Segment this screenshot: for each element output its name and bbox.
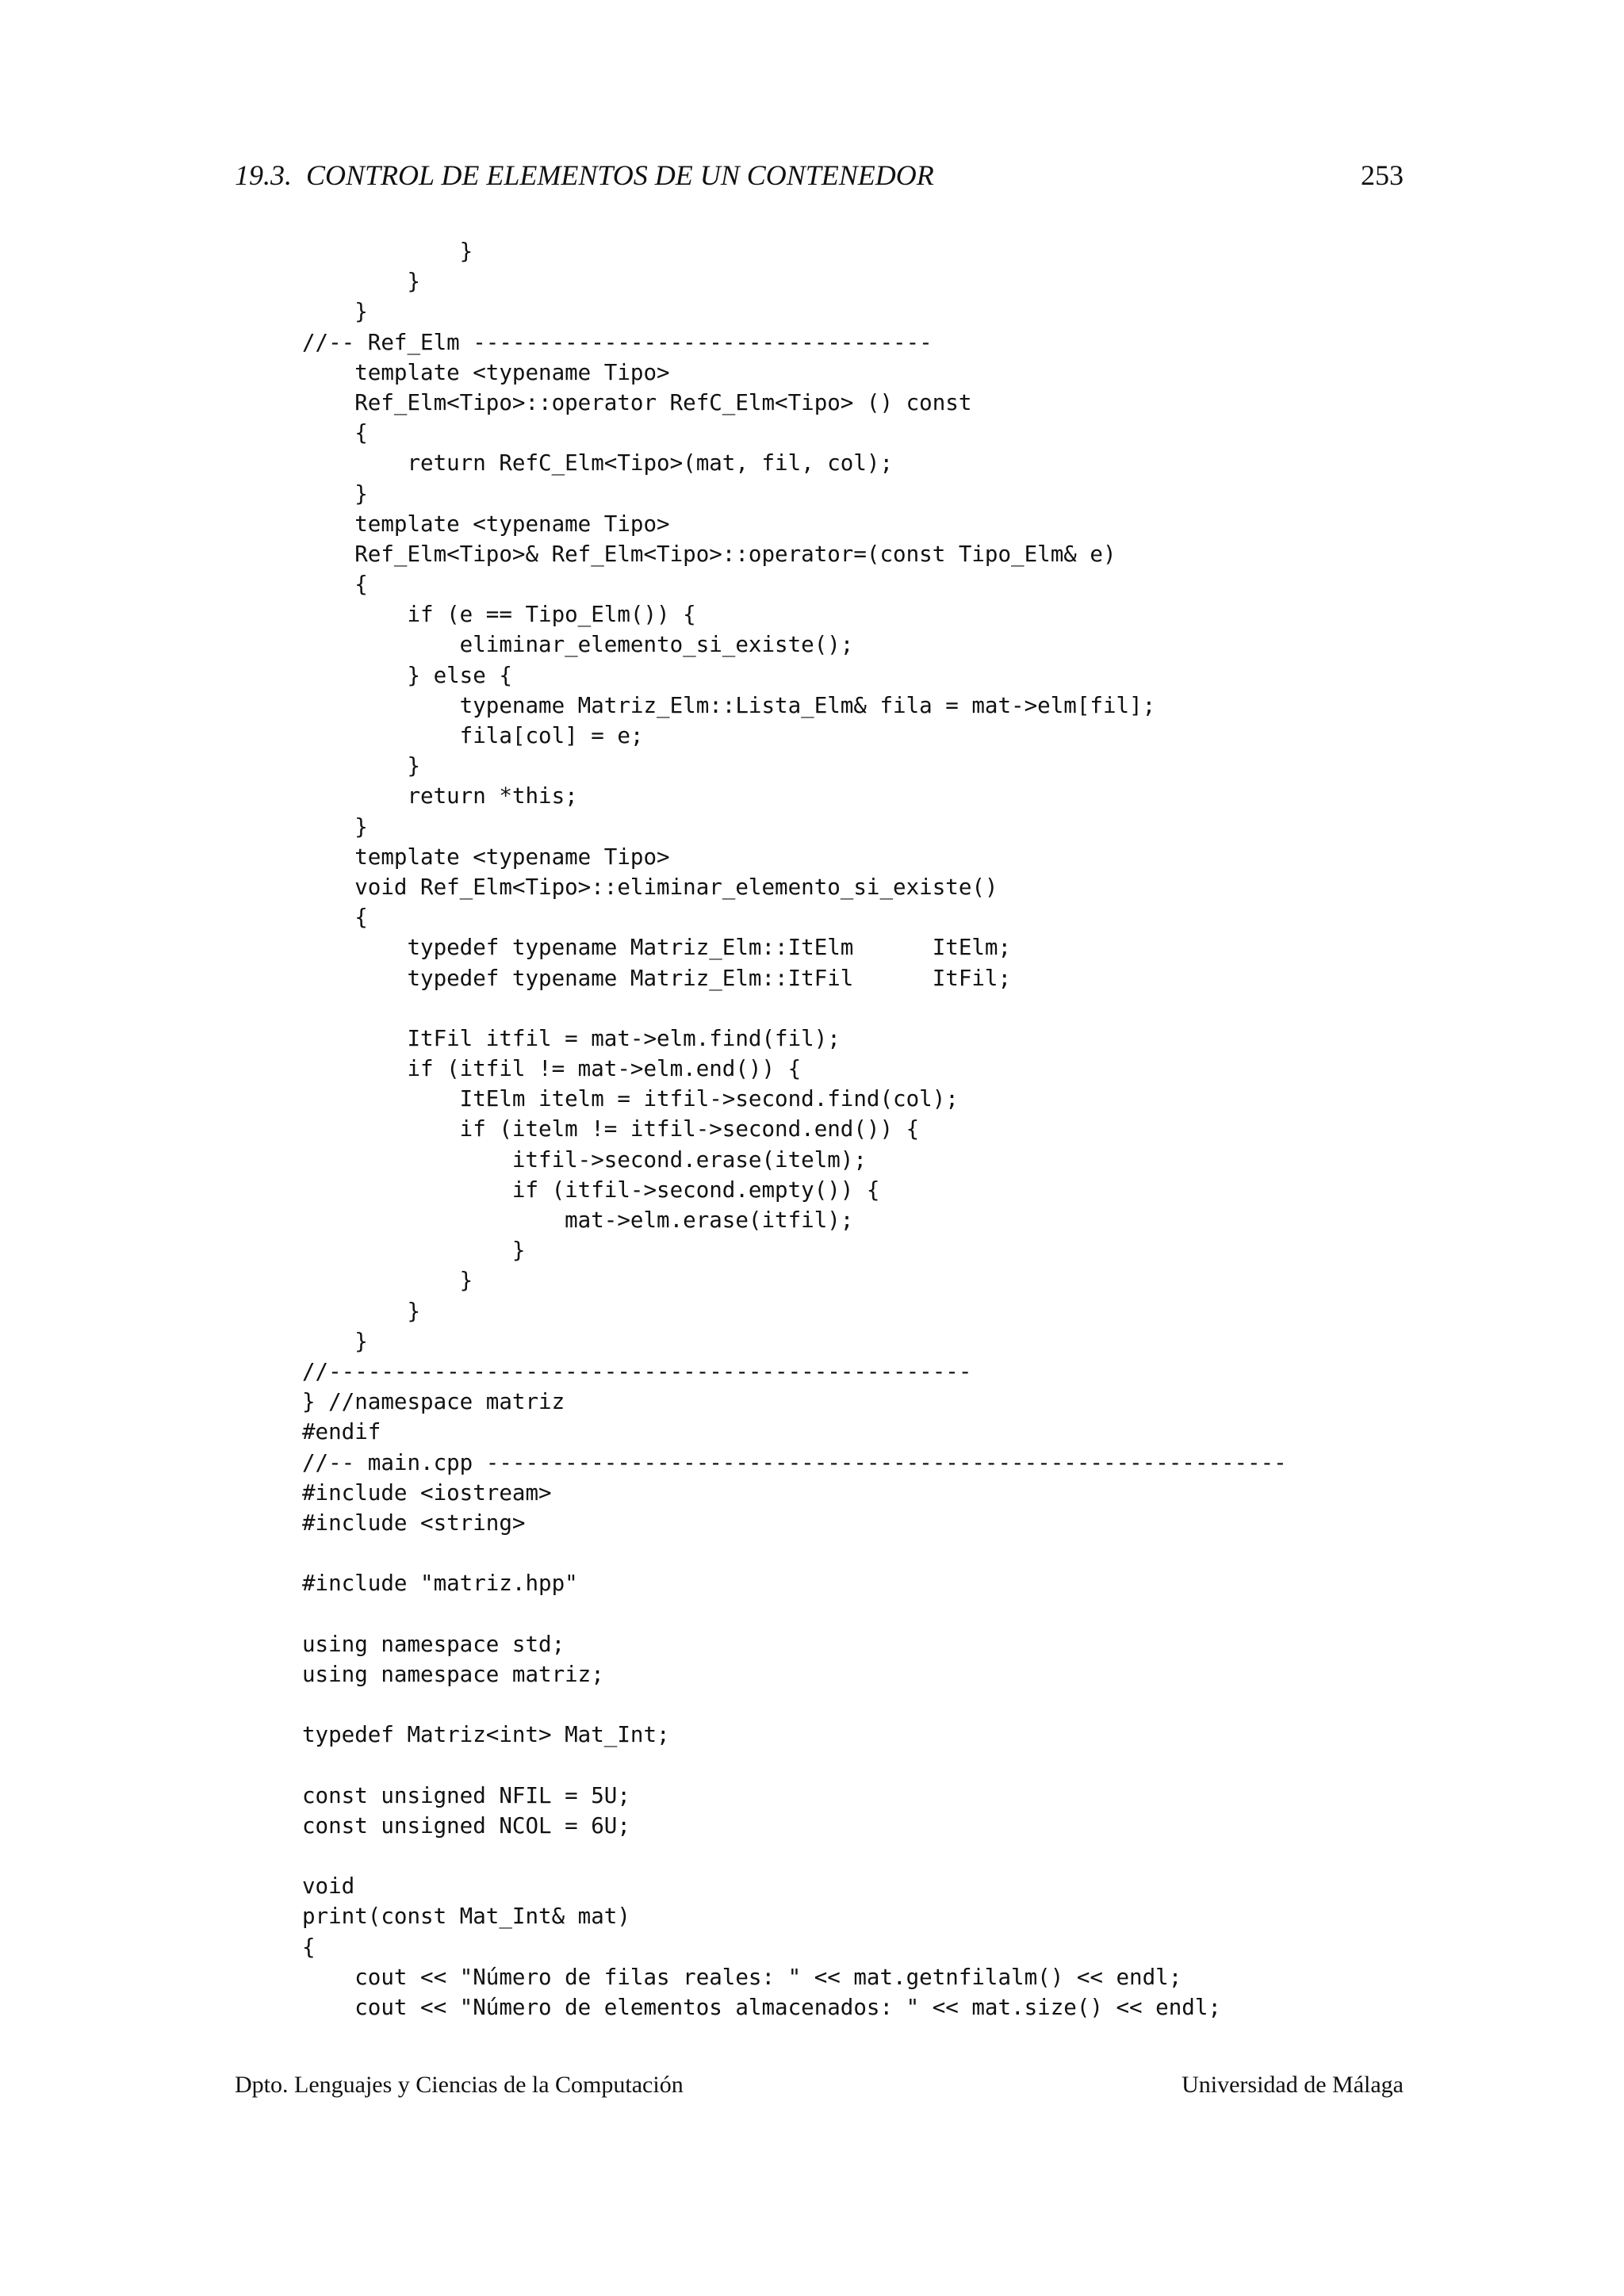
code-line: if (e == Tipo_Elm()) { bbox=[302, 602, 696, 628]
code-line: } else { bbox=[302, 662, 512, 688]
code-line: cout << "Número de filas reales: " << mat.getnfilalm() << endl; bbox=[302, 1964, 1182, 1990]
code-line bbox=[302, 993, 1287, 1024]
code-line: } bbox=[302, 239, 473, 264]
code-line: { bbox=[302, 572, 368, 598]
code-line: if (itelm != itfil->second.end()) { bbox=[302, 1116, 920, 1142]
code-line: mat->elm.erase(itfil); bbox=[302, 1207, 854, 1233]
section-title: 19.3. CONTROL DE ELEMENTOS DE UN CONTENEDOR bbox=[235, 159, 934, 191]
code-line: } bbox=[302, 1328, 368, 1354]
code-line: } bbox=[302, 1298, 421, 1324]
code-line: } bbox=[302, 1268, 473, 1294]
code-line: template <typename Tipo> bbox=[302, 511, 670, 537]
code-line: } bbox=[302, 269, 421, 295]
code-line bbox=[302, 1538, 1287, 1568]
code-line bbox=[302, 1689, 1287, 1720]
code-line: print(const Mat_Int& mat) bbox=[302, 1904, 630, 1930]
code-line: if (itfil != mat->elm.end()) { bbox=[302, 1056, 802, 1082]
code-line: #include <string> bbox=[302, 1510, 526, 1536]
code-line: #endif bbox=[302, 1419, 381, 1445]
page-header bbox=[235, 155, 1404, 195]
code-line: #include "matriz.hpp" bbox=[302, 1571, 578, 1597]
code-line: //------------------------------------------------- bbox=[302, 1358, 972, 1384]
code-line: typedef Matriz<int> Mat_Int; bbox=[302, 1722, 670, 1748]
code-line bbox=[302, 1841, 1287, 1871]
code-line: } bbox=[302, 480, 368, 507]
code-line: #include <iostream> bbox=[302, 1479, 552, 1506]
code-line: void bbox=[302, 1873, 355, 1900]
code-line: const unsigned NCOL = 6U; bbox=[302, 1812, 630, 1839]
code-line: Ref_Elm<Tipo>& Ref_Elm<Tipo>::operator=(const Tipo_Elm& e) bbox=[302, 541, 1116, 567]
code-line: fila[col] = e; bbox=[302, 723, 644, 748]
code-line: if (itfil->second.empty()) { bbox=[302, 1177, 880, 1203]
code-line: ItFil itfil = mat->elm.find(fil); bbox=[302, 1025, 841, 1051]
code-line: eliminar_elemento_si_existe(); bbox=[302, 632, 854, 658]
code-line: using namespace std; bbox=[302, 1631, 565, 1657]
code-line: //-- Ref_Elm ----------------------------------- bbox=[302, 329, 933, 355]
code-line: //-- main.cpp ------------------------------------------------------------- bbox=[302, 1449, 1287, 1475]
code-line: typedef typename Matriz_Elm::ItFil ItFil; bbox=[302, 965, 1012, 991]
code-line: itfil->second.erase(itelm); bbox=[302, 1146, 867, 1173]
code-line: const unsigned NFIL = 5U; bbox=[302, 1782, 630, 1808]
code-line: { bbox=[302, 905, 368, 931]
code-line: } bbox=[302, 299, 368, 325]
footer-university: Universidad de Málaga bbox=[1182, 2072, 1404, 2098]
code-line: Ref_Elm<Tipo>::operator RefC_Elm<Tipo> () const bbox=[302, 389, 972, 415]
code-line bbox=[302, 1750, 1287, 1780]
code-line: ItElm itelm = itfil->second.find(col); bbox=[302, 1086, 959, 1112]
code-line: return *this; bbox=[302, 783, 578, 809]
code-line: } bbox=[302, 753, 421, 779]
footer-department: Dpto. Lenguajes y Ciencias de la Computación bbox=[235, 2072, 684, 2098]
code-line: typedef typename Matriz_Elm::ItElm ItElm; bbox=[302, 935, 1012, 961]
page-number: 253 bbox=[1361, 159, 1404, 191]
code-line: using namespace matriz; bbox=[302, 1661, 604, 1687]
code-line bbox=[302, 1598, 1287, 1628]
page-footer bbox=[235, 2068, 1404, 2103]
code-line: { bbox=[302, 1934, 316, 1960]
code-line: { bbox=[302, 420, 368, 446]
code-line: } bbox=[302, 1238, 526, 1264]
code-line: } //namespace matriz bbox=[302, 1389, 565, 1415]
code-line: template <typename Tipo> bbox=[302, 844, 670, 870]
code-line: template <typename Tipo> bbox=[302, 359, 670, 385]
code-line: void Ref_Elm<Tipo>::eliminar_elemento_si_existe() bbox=[302, 874, 998, 900]
code-line: typename Matriz_Elm::Lista_Elm& fila = mat->elm[fil]; bbox=[302, 692, 1156, 718]
code-listing bbox=[302, 236, 1287, 2022]
code-line: cout << "Número de elementos almacenados: " << mat.size() << endl; bbox=[302, 1994, 1221, 2020]
code-line: return RefC_Elm<Tipo>(mat, fil, col); bbox=[302, 450, 894, 476]
code-line: } bbox=[302, 813, 368, 840]
